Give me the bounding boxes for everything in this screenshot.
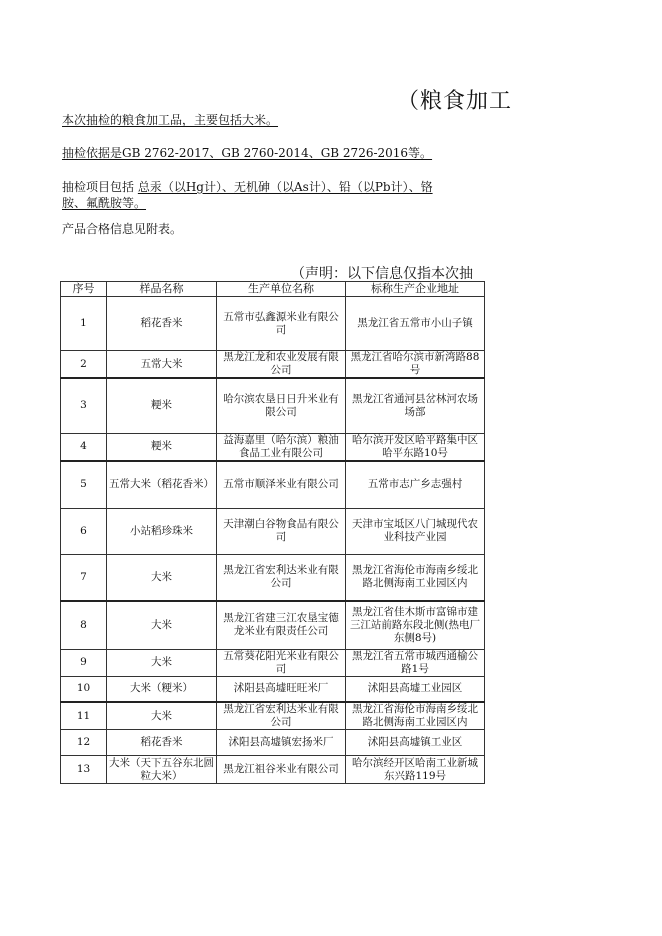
intro-basis-text: 抽检依据是GB 2762-2017、GB 2760-2014、GB 2726-2016等。 bbox=[62, 146, 433, 160]
table-row bbox=[61, 676, 485, 702]
table-row bbox=[61, 297, 485, 351]
cell-sample-name: 粳米 bbox=[107, 433, 217, 461]
cell-sample-name: 大米 bbox=[107, 702, 217, 730]
table-row bbox=[61, 702, 485, 730]
cell-no: 13 bbox=[61, 756, 107, 784]
cell-no: 9 bbox=[61, 649, 107, 676]
cell-maker: 哈尔滨农垦日日升米业有限公司 bbox=[217, 378, 346, 433]
cell-maker: 黑龙江祖谷米业有限公司 bbox=[217, 756, 346, 784]
table-row bbox=[61, 461, 485, 508]
cell-maker: 五常市顺泽米业有限公司 bbox=[217, 461, 346, 508]
cell-address: 黑龙江省通河县岔林河农场场部 bbox=[346, 378, 485, 433]
cell-maker: 黑龙江龙和农业发展有限公司 bbox=[217, 351, 346, 379]
cell-address: 沭阳县高墟镇工业区 bbox=[346, 730, 485, 756]
cell-no: 8 bbox=[61, 601, 107, 649]
table-row bbox=[61, 508, 485, 554]
header-address: 标称生产企业地址 bbox=[346, 282, 485, 297]
cell-no: 12 bbox=[61, 730, 107, 756]
cell-sample-name: 稻花香米 bbox=[107, 730, 217, 756]
cell-address: 黑龙江省五常市城西通榆公路1号 bbox=[346, 649, 485, 676]
table-row bbox=[61, 554, 485, 601]
cell-address: 黑龙江省哈尔滨市新湾路88号 bbox=[346, 351, 485, 379]
table-row bbox=[61, 730, 485, 756]
cell-sample-name: 大米 bbox=[107, 649, 217, 676]
cell-maker: 沭阳县高墟旺旺米厂 bbox=[217, 676, 346, 702]
table-row bbox=[61, 756, 485, 784]
cell-address: 哈尔滨经开区哈南工业新城东兴路119号 bbox=[346, 756, 485, 784]
cell-sample-name: 粳米 bbox=[107, 378, 217, 433]
header-no: 序号 bbox=[61, 282, 107, 297]
cell-address: 沭阳县高墟工业园区 bbox=[346, 676, 485, 702]
cell-address: 黑龙江省佳木斯市富锦市建三江站前路东段北侧(热电厂东侧8号) bbox=[346, 601, 485, 649]
cell-maker: 黑龙江省宏利达米业有限公司 bbox=[217, 554, 346, 601]
cell-no: 5 bbox=[61, 461, 107, 508]
table-header-row bbox=[61, 282, 485, 297]
cell-sample-name: 大米 bbox=[107, 554, 217, 601]
cell-sample-name: 稻花香米 bbox=[107, 297, 217, 351]
table-row bbox=[61, 351, 485, 379]
cell-maker: 益海嘉里（哈尔滨）粮油食品工业有限公司 bbox=[217, 433, 346, 461]
cell-maker: 五常市弘鑫源米业有限公司 bbox=[217, 297, 346, 351]
cell-no: 7 bbox=[61, 554, 107, 601]
table-row bbox=[61, 378, 485, 433]
cell-sample-name: 大米（天下五谷东北圆粒大米） bbox=[107, 756, 217, 784]
header-maker: 生产单位名称 bbox=[217, 282, 346, 297]
header-sample-name: 样品名称 bbox=[107, 282, 217, 297]
cell-sample-name: 小站稻珍珠米 bbox=[107, 508, 217, 554]
intro-line-items bbox=[62, 179, 433, 196]
cell-no: 2 bbox=[61, 351, 107, 379]
cell-maker: 沭阳县高墟镇宏扬米厂 bbox=[217, 730, 346, 756]
cell-no: 3 bbox=[61, 378, 107, 433]
cell-sample-name: 大米（粳米） bbox=[107, 676, 217, 702]
cell-no: 11 bbox=[61, 702, 107, 730]
cell-address: 五常市志广乡志强村 bbox=[346, 461, 485, 508]
cell-maker: 黑龙江省建三江农垦宝德龙米业有限责任公司 bbox=[217, 601, 346, 649]
cell-no: 6 bbox=[61, 508, 107, 554]
cell-no: 10 bbox=[61, 676, 107, 702]
table-row bbox=[61, 601, 485, 649]
cell-address: 黑龙江省海伦市海南乡绥北路北侧海南工业园区内 bbox=[346, 702, 485, 730]
page-title: （粮食加工 bbox=[397, 89, 513, 114]
table-row bbox=[61, 433, 485, 461]
intro-items-prefix: 抽检项目包括 bbox=[62, 180, 135, 194]
intro-line-basis bbox=[62, 145, 432, 162]
cell-address: 哈尔滨开发区哈平路集中区哈平东路10号 bbox=[346, 433, 485, 461]
intro-line-scope: 本次抽检的粮食加工品，主要包括大米。 bbox=[62, 113, 279, 127]
product-table bbox=[60, 281, 485, 784]
cell-sample-name: 五常大米（稻花香米） bbox=[107, 461, 217, 508]
table-row bbox=[61, 649, 485, 676]
cell-address: 黑龙江省海伦市海南乡绥北路北侧海南工业园区内 bbox=[346, 554, 485, 601]
cell-maker: 黑龙江省宏利达米业有限公司 bbox=[217, 702, 346, 730]
cell-maker: 五常葵花阳光米业有限公司 bbox=[217, 649, 346, 676]
cell-sample-name: 五常大米 bbox=[107, 351, 217, 379]
cell-no: 1 bbox=[61, 297, 107, 351]
intro-line-items-cont: 胺、氟酰胺等。 bbox=[62, 196, 147, 210]
cell-address: 天津市宝坻区八门城现代农业科技产业园 bbox=[346, 508, 485, 554]
statement: （声明：以下信息仅指本次抽 bbox=[291, 266, 473, 282]
cell-address: 黑龙江省五常市小山子镇 bbox=[346, 297, 485, 351]
cell-maker: 天津潮白谷物食品有限公司 bbox=[217, 508, 346, 554]
cell-sample-name: 大米 bbox=[107, 601, 217, 649]
intro-items-list: 总汞（以Hg计）、无机砷（以As计）、铅（以Pb计）、铬 bbox=[137, 180, 433, 194]
intro-line-appendix: 产品合格信息见附表。 bbox=[62, 222, 183, 236]
cell-no: 4 bbox=[61, 433, 107, 461]
